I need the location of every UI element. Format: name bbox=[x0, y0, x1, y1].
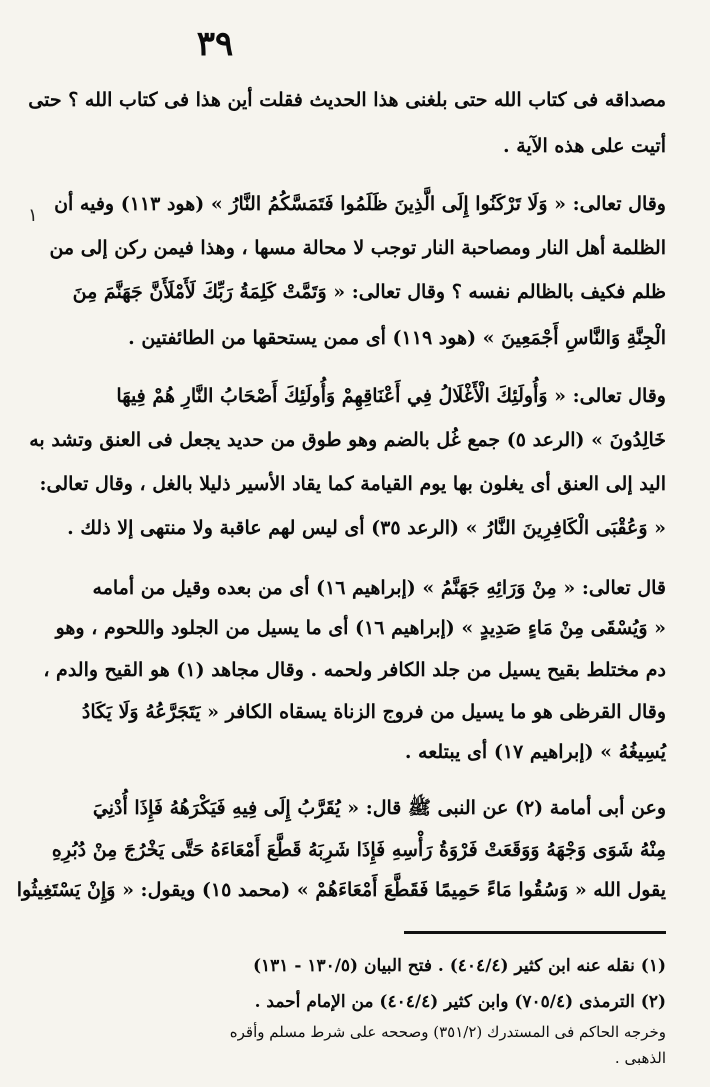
text-line: دم مختلط بقيح يسيل من جلد الكافر ولحمه . وقال مجاهد (١) هو القيح والدم ، bbox=[43, 659, 666, 681]
text-line: الْجِنَّةِ وَالنَّاسِ أَجْمَعِينَ » (هود ١١٩) أى ممن يستحقها من الطائفتين . bbox=[128, 327, 666, 349]
footnote: (١) نقله عنه ابن كثير (٤٠٤/٤) . فتح البيان (١٣٠/٥ - ١٣١) bbox=[252, 956, 666, 976]
text-line: مصداقه فى كتاب الله حتى بلغنى هذا الحديث فقلت أين هذا فى كتاب الله ؟ حتى bbox=[28, 89, 666, 111]
margin-mark: ١ bbox=[28, 205, 38, 226]
text-line: يقول الله « وَسُقُوا مَاءً حَمِيمًا فَقَطَّعَ أَمْعَاءَهُمْ » (محمد ١٥) ويقول: « وَإِنْ يَسْتَغِيثُوا bbox=[16, 879, 666, 901]
text-line: يُسِيغُهُ » (إبراهيم ١٧) أى يبتلعه . bbox=[404, 741, 666, 763]
text-line: وقال القرظى هو ما يسيل من فروج الزناة يسقاه الكافر « يَتَجَرَّعُهُ وَلَا يَكَادُ bbox=[81, 701, 666, 723]
footnote-divider bbox=[404, 931, 666, 934]
text-line: اليد إلى العنق أى يغلون بها يوم القيامة كما يقاد الأسير ذليلا بالغل ، وقال تعالى: bbox=[39, 473, 666, 495]
text-line: خَالِدُونَ » (الرعد ٥) جمع غُل بالضم وهو طوق من حديد يجعل فى العنق وتشد به bbox=[29, 429, 666, 451]
text-line: ظلم فكيف بالظالم نفسه ؟ وقال تعالى: « وَتَمَّتْ كَلِمَةُ رَبِّكَ لَأَمْلَأَنَّ جَهَنَّمَ مِنَ bbox=[72, 281, 666, 303]
page-number: ٣٩ bbox=[196, 24, 234, 64]
footnote: (٢) الترمذى (٧٠٥/٤) وابن كثير (٤٠٤/٤) من الإمام أحمد . bbox=[254, 992, 666, 1012]
text-line: الظلمة أهل النار ومصاحبة النار توجب لا محالة مسها ، وهذا فيمن ركن إلى من bbox=[49, 237, 666, 259]
text-line: « وَيُسْقَى مِنْ مَاءٍ صَدِيدٍ » (إبراهيم ١٦) أى ما يسيل من الجلود واللحوم ، وهو bbox=[55, 617, 666, 639]
footnote: وخرجه الحاكم فى المستدرك (٣٥١/٢) وصححه على شرط مسلم وأقره bbox=[229, 1023, 666, 1041]
footnote: الذهبى . bbox=[614, 1049, 666, 1067]
text-line: « وَعُقْبَى الْكَافِرِينَ النَّارُ » (الرعد ٣٥) أى ليس لهم عاقبة ولا منتهى إلا ذلك . bbox=[67, 517, 666, 539]
text-line: وقال تعالى: « وَأُولَئِكَ الْأَغْلَالُ فِي أَعْنَاقِهِمْ وَأُولَئِكَ أَصْحَابُ النَّارِ هُمْ فِيهَا bbox=[116, 385, 666, 407]
text-line: وعن أبى أمامة (٢) عن النبى ﷺ قال: « يُقَرَّبُ إِلَى فِيهِ فَيَكْرَهُهُ فَإِذَا أُدْنِيَ bbox=[92, 797, 666, 819]
text-line: أتيت على هذه الآية . bbox=[502, 135, 666, 157]
text-line: مِنْهُ شَوَى وَجْهَهُ وَوَقَعَتْ فَرْوَةُ رَأْسِهِ فَإِذَا شَرِبَهُ قَطَّعَ أَمْعَاءَهُ حَتَّى يَخْرُجَ مِنْ دُبُرِهِ bbox=[51, 839, 666, 861]
text-line: قال تعالى: « مِنْ وَرَائِهِ جَهَنَّمُ » (إبراهيم ١٦) أى من بعده وقيل من أمامه bbox=[92, 577, 666, 599]
text-line: وقال تعالى: « وَلَا تَرْكَنُوا إِلَى الَّذِينَ ظَلَمُوا فَتَمَسَّكُمُ النَّارُ » (هود ١١٣) وفيه أن bbox=[54, 193, 666, 215]
